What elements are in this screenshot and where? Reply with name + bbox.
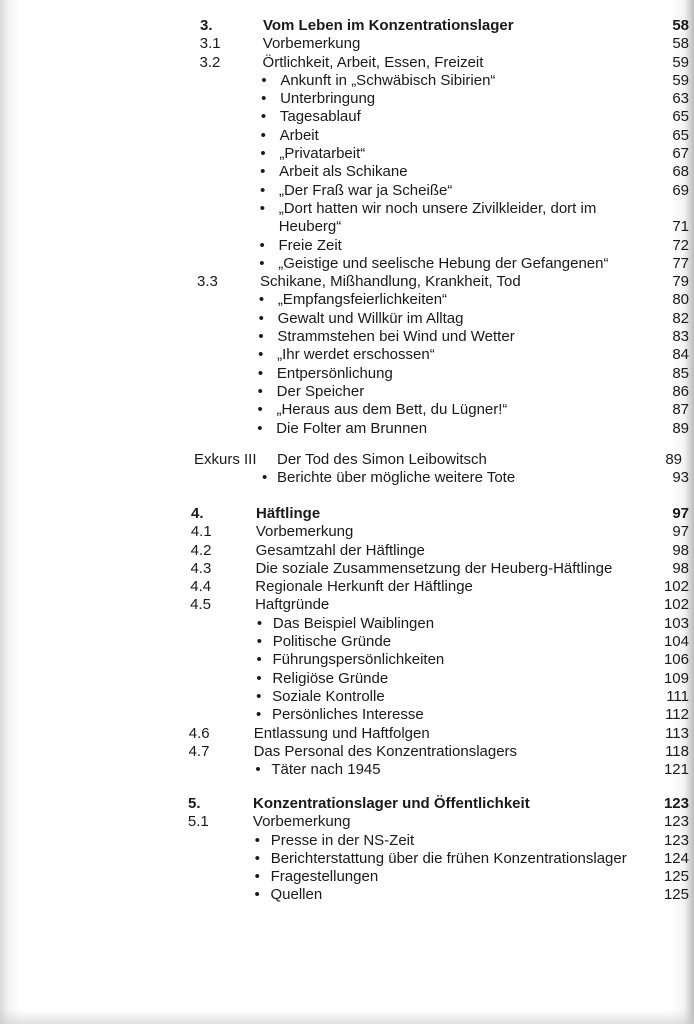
- subsection-number: 4.7: [188, 742, 210, 760]
- bullet-title: Berichterstattung über die frühen Konzentrationslager: [270, 849, 627, 867]
- entry-page-number: 106: [663, 651, 689, 669]
- subsection-number: 4.2: [190, 541, 212, 559]
- toc-section: [0, 505, 694, 779]
- bullet-entry: [0, 200, 694, 218]
- subsection-entry: [0, 578, 694, 596]
- bullet-title-continuation: Heuberg“: [278, 218, 342, 236]
- subsection-title: Das Personal des Konzentrationslagers: [253, 742, 518, 760]
- subsection-title: Die soziale Zusammensetzung der Heuberg-Häftlinge: [255, 559, 613, 577]
- entry-page-number: 87: [672, 401, 689, 419]
- bullet-title: Unterbringung: [280, 90, 376, 108]
- entry-page-number: 79: [672, 273, 689, 291]
- bullet-entry: [0, 145, 694, 163]
- chapter-page-number: 58: [672, 17, 689, 34]
- subsection-title: Vorbemerkung: [262, 35, 361, 53]
- entry-page-number: 83: [672, 328, 689, 346]
- bullet-title: „Dort hatten wir noch unsere Zivilkleider, dort im: [278, 199, 597, 217]
- bullet-icon: •: [254, 886, 260, 904]
- subsection-title: Haftgründe: [255, 596, 330, 614]
- bullet-icon: •: [261, 71, 267, 89]
- bullet-title: Freie Zeit: [278, 236, 342, 254]
- subsection-entry: [0, 743, 694, 761]
- entry-page-number: 72: [672, 236, 689, 254]
- chapter-number: 4.: [191, 505, 204, 522]
- subsection-title: Vorbemerkung: [255, 523, 354, 541]
- bullet-entry: [0, 401, 694, 419]
- chapter-title: Konzentrationslager und Öffentlichkeit: [253, 795, 530, 812]
- subsection-number: 3.1: [199, 35, 221, 53]
- subsection-title: Gesamtzahl der Häftlinge: [255, 541, 425, 559]
- bullet-entry: [0, 420, 694, 438]
- entry-page-number: 104: [663, 633, 689, 651]
- bullet-title: Soziale Kontrolle: [272, 687, 385, 705]
- entry-page-number: 58: [672, 35, 689, 53]
- bullet-title: „Ihr werdet erschossen“: [277, 346, 435, 364]
- entry-page-number: 124: [663, 849, 689, 867]
- chapter-heading: [0, 17, 694, 35]
- entry-page-number: 102: [663, 596, 689, 614]
- entry-page-number: 80: [672, 291, 689, 309]
- bullet-icon: •: [256, 614, 263, 632]
- subsection-entry: [0, 542, 694, 560]
- subsection-entry: [0, 560, 694, 578]
- entry-page-number: 125: [663, 886, 689, 904]
- bullet-icon: •: [259, 236, 265, 254]
- bullet-title: Arbeit als Schikane: [279, 163, 408, 181]
- bullet-entry: [0, 868, 694, 886]
- subsection-title: Örtlichkeit, Arbeit, Essen, Freizeit: [262, 53, 484, 71]
- bullet-entry: [0, 383, 694, 401]
- subsection-number: 4.3: [190, 559, 212, 577]
- toc-section: [0, 795, 694, 905]
- bullet-entry: [0, 469, 694, 487]
- bullet-entry-continuation: [0, 218, 694, 236]
- entry-page-number: 113: [665, 724, 689, 742]
- bullet-icon: •: [257, 419, 263, 437]
- bullet-entry: [0, 761, 694, 779]
- bullet-icon: •: [257, 364, 264, 382]
- subsection-entry: [0, 523, 694, 541]
- bullet-entry: [0, 108, 694, 126]
- entry-page-number: 65: [672, 108, 689, 126]
- toc-section: [0, 451, 694, 488]
- bullet-icon: •: [256, 669, 262, 687]
- chapter-title: Häftlinge: [256, 505, 321, 522]
- bullet-icon: •: [260, 108, 267, 126]
- bullet-entry: [0, 346, 694, 364]
- bullet-title: Persönliches Interesse: [271, 706, 424, 724]
- chapter-number: 3.: [200, 17, 213, 34]
- chapter-page-number: 123: [663, 795, 689, 812]
- chapter-heading: [0, 505, 694, 523]
- subsection-number: 4.6: [188, 724, 210, 742]
- entry-page-number: 63: [672, 90, 689, 108]
- bullet-icon: •: [259, 199, 265, 217]
- entry-page-number: 98: [672, 541, 689, 559]
- bullet-title: Gewalt und Willkür im Alltag: [277, 309, 464, 327]
- chapter-heading: [0, 795, 694, 813]
- entry-page-number: 69: [672, 181, 689, 199]
- bullet-title: Politische Gründe: [272, 633, 392, 651]
- bullet-title: Strammstehen bei Wind und Wetter: [277, 328, 515, 346]
- bullet-title: Die Folter am Brunnen: [276, 419, 428, 437]
- subsection-entry: [0, 725, 694, 743]
- subsection-number: 3.3: [197, 273, 218, 291]
- entry-page-number: 84: [672, 346, 689, 364]
- bullet-title: „Privatarbeit“: [279, 145, 366, 163]
- entry-page-number: 85: [672, 364, 689, 382]
- bullet-icon: •: [258, 328, 264, 346]
- entry-page-number: 111: [666, 687, 689, 705]
- bullet-title: „Empfangsfeierlichkeiten“: [277, 291, 448, 309]
- bullet-entry: [0, 886, 694, 904]
- bullet-title: „Der Fraß war ja Scheiße“: [278, 181, 453, 199]
- bullet-entry: [0, 832, 694, 850]
- entry-page-number: 89: [672, 419, 689, 437]
- chapter-number: Exkurs III: [194, 451, 257, 468]
- bullet-title: „Heraus aus dem Bett, du Lügner!“: [276, 401, 508, 419]
- subsection-number: 4.1: [190, 523, 212, 541]
- bullet-icon: •: [260, 145, 266, 163]
- bullet-entry: [0, 237, 694, 255]
- bullet-entry: [0, 127, 694, 145]
- entry-page-number: 71: [672, 218, 689, 236]
- bullet-entry: [0, 706, 694, 724]
- bullet-icon: •: [257, 382, 263, 400]
- bullet-entry: [0, 182, 694, 200]
- bullet-icon: •: [260, 163, 266, 181]
- chapter-page-number: 89: [665, 451, 682, 468]
- subsection-number: 4.4: [190, 578, 212, 596]
- entry-page-number: 112: [665, 706, 689, 724]
- bullet-title: Das Beispiel Waiblingen: [272, 614, 435, 632]
- entry-page-number: 93: [672, 469, 689, 487]
- bullet-title: Fragestellungen: [270, 868, 379, 886]
- chapter-page-number: 97: [672, 505, 689, 522]
- bullet-entry: [0, 310, 694, 328]
- bullet-icon: •: [255, 761, 261, 779]
- bullet-icon: •: [254, 831, 261, 849]
- entry-page-number: 97: [672, 523, 689, 541]
- entry-page-number: 77: [672, 254, 689, 272]
- entry-page-number: 65: [672, 126, 689, 144]
- chapter-number: 5.: [188, 795, 201, 812]
- entry-page-number: 98: [672, 559, 689, 577]
- bullet-icon: •: [258, 346, 264, 364]
- bullet-entry: [0, 850, 694, 868]
- toc-section: [0, 17, 694, 438]
- bullet-icon: •: [254, 868, 260, 886]
- subsection-title: Vorbemerkung: [252, 813, 351, 831]
- bullet-entry: [0, 688, 694, 706]
- entry-page-number: 109: [663, 669, 689, 687]
- bullet-title: „Geistige und seelische Hebung der Gefangenen“: [278, 254, 609, 272]
- bullet-title: Entpersönlichung: [276, 364, 393, 382]
- entry-page-number: 59: [672, 71, 689, 89]
- bullet-entry: [0, 72, 694, 90]
- subsection-entry: [0, 54, 694, 72]
- page-shadow: [0, 1010, 694, 1024]
- subsection-number: 4.5: [190, 596, 211, 614]
- bullet-icon: •: [258, 291, 265, 309]
- bullet-icon: •: [261, 90, 267, 108]
- bullet-title: Täter nach 1945: [271, 761, 381, 779]
- subsection-title: Schikane, Mißhandlung, Krankheit, Tod: [260, 273, 521, 291]
- subsection-title: Entlassung und Haftfolgen: [253, 724, 430, 742]
- bullet-title: Führungspersönlichkeiten: [272, 651, 445, 669]
- entry-page-number: 67: [672, 145, 689, 163]
- bullet-entry: [0, 90, 694, 108]
- entry-page-number: 68: [672, 163, 689, 181]
- subsection-entry: [0, 596, 694, 614]
- bullet-icon: •: [258, 309, 264, 327]
- subsection-number: 5.1: [187, 813, 209, 831]
- bullet-icon: •: [259, 254, 265, 272]
- chapter-title: Vom Leben im Konzentrationslager: [263, 17, 514, 34]
- entry-page-number: 59: [672, 53, 689, 71]
- subsection-entry: [0, 273, 694, 291]
- entry-page-number: 102: [663, 578, 689, 596]
- bullet-icon: •: [256, 651, 262, 669]
- bullet-title: Tagesablauf: [279, 108, 361, 126]
- bullet-entry: [0, 651, 694, 669]
- subsection-title: Regionale Herkunft der Häftlinge: [255, 578, 473, 596]
- entry-page-number: 121: [663, 761, 689, 779]
- bullet-entry: [0, 255, 694, 273]
- bullet-icon: •: [257, 401, 263, 419]
- bullet-title: Arbeit: [279, 126, 319, 144]
- subsection-entry: [0, 813, 694, 831]
- entry-page-number: 82: [672, 309, 689, 327]
- entry-page-number: 86: [672, 382, 689, 400]
- entry-page-number: 125: [663, 868, 689, 886]
- bullet-entry: [0, 328, 694, 346]
- chapter-title: Der Tod des Simon Leibowitsch: [277, 451, 487, 468]
- bullet-entry: [0, 633, 694, 651]
- entry-page-number: 123: [663, 813, 689, 831]
- bullet-title: Quellen: [270, 886, 323, 904]
- bullet-entry: [0, 670, 694, 688]
- chapter-heading: [0, 451, 694, 469]
- bullet-title: Berichte über mögliche weitere Tote: [277, 469, 516, 487]
- bullet-icon: •: [262, 469, 268, 487]
- bullet-icon: •: [259, 181, 266, 199]
- bullet-entry: [0, 615, 694, 633]
- entry-page-number: 118: [665, 742, 689, 760]
- bullet-icon: •: [256, 687, 262, 705]
- bullet-title: Religiöse Gründe: [272, 669, 389, 687]
- bullet-entry: [0, 163, 694, 181]
- bullet-icon: •: [254, 849, 260, 867]
- subsection-entry: [0, 35, 694, 53]
- bullet-icon: •: [260, 126, 266, 144]
- entry-page-number: 123: [663, 831, 689, 849]
- subsection-number: 3.2: [199, 53, 221, 71]
- bullet-title: Ankunft in „Schwäbisch Sibirien“: [280, 71, 496, 89]
- bullet-icon: •: [256, 633, 262, 651]
- bullet-title: Der Speicher: [276, 382, 365, 400]
- entry-page-number: 103: [663, 614, 689, 632]
- bullet-title: Presse in der NS-Zeit: [270, 831, 415, 849]
- bullet-icon: •: [255, 706, 262, 724]
- bullet-entry: [0, 291, 694, 309]
- bullet-entry: [0, 365, 694, 383]
